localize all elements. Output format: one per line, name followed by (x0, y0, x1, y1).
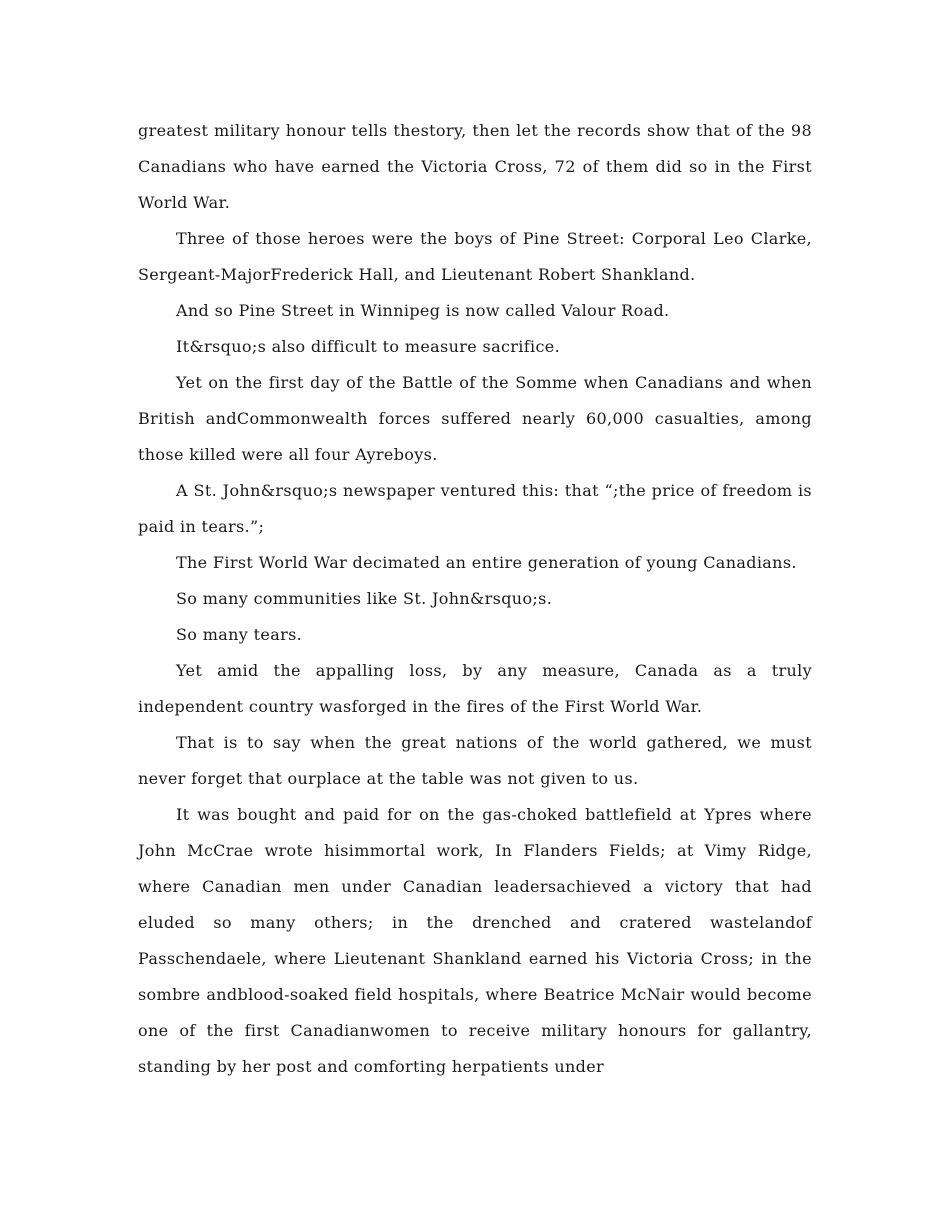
paragraph-newspaper-quote: A St. John&rsquo;s newspaper ventured this: that “;the price of freedom is paid in tears.”; (138, 481, 812, 536)
paragraph-measure-sacrifice: It&rsquo;s also difficult to measure sacrifice. (176, 337, 561, 356)
paragraph-pine-street-heroes: Three of those heroes were the boys of Pine Street: Corporal Leo Clarke, Sergeant-MajorFrederick Hall, and Lieutenant Robert Shankland. (138, 229, 812, 284)
paragraph-many-communities: So many communities like St. John&rsquo;s. (176, 589, 553, 608)
paragraph-many-tears: So many tears. (176, 625, 303, 644)
paragraph-victoria-cross-records: greatest military honour tells thestory, then let the records show that of the 98 Canadians who have earned the Victoria Cross, 72 of them did so in the First World War. (138, 121, 812, 212)
paragraph-valour-road: And so Pine Street in Winnipeg is now called Valour Road. (176, 301, 670, 320)
body-text (138, 113, 812, 1085)
paragraph-battle-of-somme: Yet on the first day of the Battle of the Somme when Canadians and when British andCommonwealth forces suffered nearly 60,000 casualties, among those killed were all four Ayreboys. (138, 373, 812, 464)
paragraph-bought-and-paid: It was bought and paid for on the gas-choked battlefield at Ypres where John McCrae wrote hisimmortal work, In Flanders Fields; at Vimy Ridge, where Canadian men under Canadian leadersachieved a victory that had eluded so many others; in the drenched and cratered wastelandof Passchendaele, where Lieutenant Shankland earned his Victoria Cross; in the sombre andblood-soaked field hospitals, where Beatrice McNair would become one of the first Canadianwomen to receive military honours for gallantry, standing by her post and comforting herpatients under (138, 805, 812, 1076)
paragraph-independent-country: Yet amid the appalling loss, by any measure, Canada as a truly independent country wasforged in the fires of the First World War. (138, 661, 812, 716)
paragraph-place-at-table: That is to say when the great nations of the world gathered, we must never forget that ourplace at the table was not given to us. (138, 733, 812, 788)
paragraph-decimated-generation: The First World War decimated an entire generation of young Canadians. (176, 553, 797, 572)
